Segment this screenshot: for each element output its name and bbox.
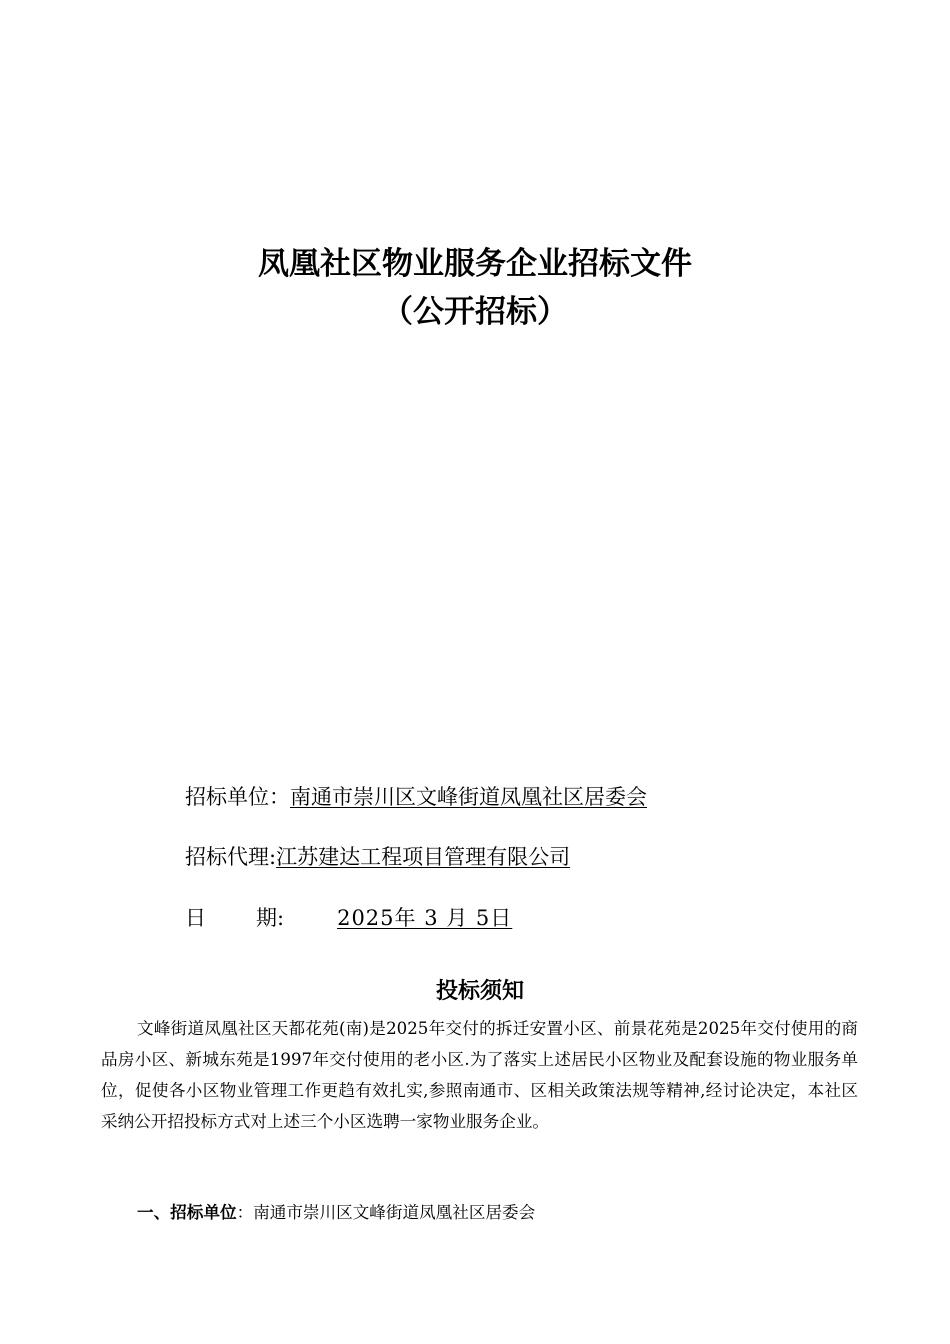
section-1-value: 南通市崇川区文峰街道凤凰社区居委会 — [253, 1203, 536, 1222]
section-1-line — [137, 1197, 535, 1228]
tender-date-value: 2025年 3 月 5日 — [337, 906, 513, 930]
tender-unit-value: 南通市崇川区文峰街道凤凰社区居委会 — [290, 785, 647, 809]
document-subtitle: （公开招标） — [382, 294, 568, 330]
tender-date-row — [185, 903, 512, 933]
notice-paragraph: 文峰街道凤凰社区天都花苑(南)是2025年交付的拆迁安置小区、前景花苑是2025年交付使用的商品房小区、新城东苑是1997年交付使用的老小区.为了落实上述居民小区物业及配套设施的物业服务单位，促使各小区物业管理工作更趋有效扎实,参照南通市、区相关政策法规等精神,经讨论决定，本社区采纳公开招投标方式对上述三个小区选聘一家物业服务企业。 — [101, 1019, 858, 1131]
tender-agent-row — [185, 842, 570, 872]
date-label-char2: 期: — [256, 906, 285, 930]
notice-heading: 投标须知 — [435, 979, 524, 1004]
date-label-char1: 日 — [185, 906, 206, 930]
section-1-colon: ： — [236, 1203, 254, 1222]
section-1-title: 一、招标单位 — [137, 1203, 237, 1222]
tender-unit-row — [185, 782, 647, 812]
tender-unit-label: 招标单位： — [185, 785, 290, 809]
tender-date-label — [185, 903, 284, 933]
document-title: 凤凰社区物业服务企业招标文件 — [258, 246, 692, 282]
tender-agent-label: 招标代理: — [185, 845, 277, 869]
tender-agent-value: 江苏建达工程项目管理有限公司 — [276, 845, 571, 869]
